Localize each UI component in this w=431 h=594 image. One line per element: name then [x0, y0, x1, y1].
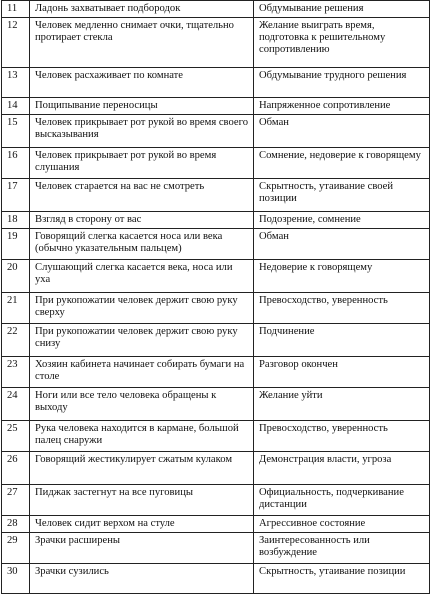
gesture-cell: Слушающий слегка касается века, носа или уха [30, 260, 254, 293]
gesture-cell: Человек прикрывает рот рукой во время слушания [30, 148, 254, 179]
meaning-cell: Скрытность, утаивание позиции [254, 564, 430, 594]
meaning-cell: Сомнение, недоверие к говорящему [254, 148, 430, 179]
meaning-cell: Недоверие к говорящему [254, 260, 430, 293]
meaning-cell: Агрессивное состояние [254, 516, 430, 533]
gesture-cell: Взгляд в сторону от вас [30, 212, 254, 229]
meaning-cell: Демонстрация власти, угроза [254, 452, 430, 485]
gesture-cell: Человек прикрывает рот рукой во время своего высказывания [30, 115, 254, 148]
row-number: 13 [2, 68, 30, 98]
row-number: 25 [2, 421, 30, 452]
table-row [2, 533, 430, 564]
meaning-cell: Желание выиграть время, подготовка к решительному сопротивлению [254, 18, 430, 68]
table-row [2, 564, 430, 594]
gesture-cell: Человек старается на вас не смотреть [30, 179, 254, 212]
table-row [2, 421, 430, 452]
table-row [2, 229, 430, 260]
gesture-cell: Ноги или все тело человека обращены к выходу [30, 388, 254, 421]
row-number: 12 [2, 18, 30, 68]
table-row [2, 324, 430, 357]
row-number: 15 [2, 115, 30, 148]
gestures-table [1, 0, 430, 594]
row-number: 16 [2, 148, 30, 179]
table-row [2, 68, 430, 98]
meaning-cell: Официальность, подчеркивание дистанции [254, 485, 430, 516]
meaning-cell: Заинтересованность или возбуждение [254, 533, 430, 564]
table-row [2, 148, 430, 179]
meaning-cell: Обман [254, 115, 430, 148]
row-number: 18 [2, 212, 30, 229]
gesture-cell: Зрачки расширены [30, 533, 254, 564]
gesture-cell: Человек расхаживает по комнате [30, 68, 254, 98]
gesture-cell: Ладонь захватывает подбородок [30, 1, 254, 18]
gesture-cell: Пощипывание переносицы [30, 98, 254, 115]
table-row [2, 388, 430, 421]
row-number: 30 [2, 564, 30, 594]
table-row [2, 485, 430, 516]
gesture-cell: Говорящий слегка касается носа или века (обычно указательным пальцем) [30, 229, 254, 260]
row-number: 11 [2, 1, 30, 18]
row-number: 14 [2, 98, 30, 115]
meaning-cell: Подчинение [254, 324, 430, 357]
table-row [2, 260, 430, 293]
table-row [2, 115, 430, 148]
row-number: 19 [2, 229, 30, 260]
gesture-cell: Пиджак застегнут на все пуговицы [30, 485, 254, 516]
table-row [2, 18, 430, 68]
row-number: 22 [2, 324, 30, 357]
gesture-cell: Рука человека находится в кармане, большой палец снаружи [30, 421, 254, 452]
table-body [2, 1, 430, 594]
gesture-cell: Человек сидит верхом на стуле [30, 516, 254, 533]
table-row [2, 179, 430, 212]
table-row [2, 98, 430, 115]
meaning-cell: Желание уйти [254, 388, 430, 421]
table-row [2, 516, 430, 533]
gesture-cell: Человек медленно снимает очки, тщательно протирает стекла [30, 18, 254, 68]
row-number: 27 [2, 485, 30, 516]
table-row [2, 293, 430, 324]
row-number: 20 [2, 260, 30, 293]
meaning-cell: Превосходство, уверенность [254, 293, 430, 324]
meaning-cell: Подозрение, сомнение [254, 212, 430, 229]
row-number: 29 [2, 533, 30, 564]
meaning-cell: Напряженное сопротивление [254, 98, 430, 115]
gesture-cell: Зрачки сузились [30, 564, 254, 594]
meaning-cell: Разговор окончен [254, 357, 430, 388]
row-number: 17 [2, 179, 30, 212]
row-number: 24 [2, 388, 30, 421]
table-row [2, 1, 430, 18]
meaning-cell: Обдумывание решения [254, 1, 430, 18]
table-row [2, 357, 430, 388]
row-number: 21 [2, 293, 30, 324]
meaning-cell: Скрытность, утаивание своей позиции [254, 179, 430, 212]
row-number: 28 [2, 516, 30, 533]
meaning-cell: Превосходство, уверенность [254, 421, 430, 452]
table-row [2, 452, 430, 485]
meaning-cell: Обман [254, 229, 430, 260]
gesture-cell: При рукопожатии человек держит свою руку снизу [30, 324, 254, 357]
row-number: 26 [2, 452, 30, 485]
row-number: 23 [2, 357, 30, 388]
gesture-cell: Говорящий жестикулирует сжатым кулаком [30, 452, 254, 485]
gesture-cell: Хозяин кабинета начинает собирать бумаги на столе [30, 357, 254, 388]
gesture-cell: При рукопожатии человек держит свою руку сверху [30, 293, 254, 324]
meaning-cell: Обдумывание трудного решения [254, 68, 430, 98]
table-row [2, 212, 430, 229]
